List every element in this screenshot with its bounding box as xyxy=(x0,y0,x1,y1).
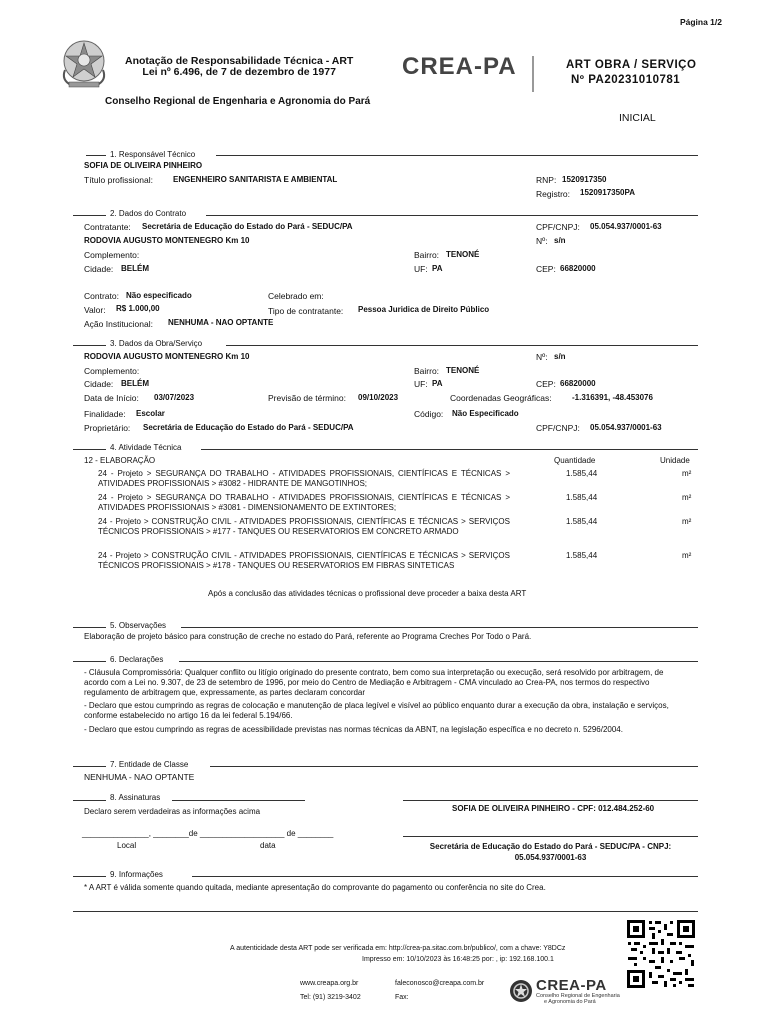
section-rule xyxy=(73,449,106,450)
page-number: Página 1/2 xyxy=(679,17,722,27)
obra-uf-label: UF: xyxy=(414,379,428,389)
date-place-line: _______________, ________de ___________________ de ________ xyxy=(82,829,334,838)
qr-code-icon xyxy=(626,919,696,989)
contrato-value: Não especificado xyxy=(126,291,192,300)
activity-group: 12 - ELABORAÇÃO xyxy=(84,456,156,465)
section-rule xyxy=(181,627,698,628)
inicio-label: Data de Início: xyxy=(84,393,139,403)
contrato-cidade-label: Cidade: xyxy=(84,264,114,274)
contratante-value: Secretária de Educação do Estado do Pará - SEDUC/PA xyxy=(142,222,353,231)
contrato-num-label: Nº: xyxy=(536,236,548,246)
coat-of-arms-icon xyxy=(57,36,111,90)
activity-row-qty: 1.585,44 xyxy=(566,493,598,502)
section-6-heading: 6. Declarações xyxy=(110,655,164,664)
contrato-complemento-label: Complemento: xyxy=(84,250,140,260)
codigo-value: Não Especificado xyxy=(452,409,519,418)
section-rule xyxy=(73,800,106,801)
valor-value: R$ 1.000,00 xyxy=(116,304,160,313)
codigo-label: Código: xyxy=(414,409,444,419)
data-caption: data xyxy=(260,841,276,850)
obra-cep-label: CEP: xyxy=(536,379,556,389)
art-type: ART OBRA / SERVIÇO xyxy=(566,59,697,71)
section-9-heading: 9. Informações xyxy=(110,870,163,879)
section-rule xyxy=(73,661,106,662)
contrato-uf-value: PA xyxy=(432,264,443,273)
verify-text: A autenticidade desta ART pode ser verificada em: http://crea-pa.sitac.com.br/publico/, com a chave: Y8DCz xyxy=(230,945,566,952)
acao-label: Ação Institucional: xyxy=(84,319,153,329)
footer-brand-sub1: Conselho Regional de Engenharia xyxy=(536,993,620,999)
quantity-header: Quantidade xyxy=(554,456,596,465)
contrato-bairro-label: Bairro: xyxy=(414,250,440,260)
termino-label: Previsão de término: xyxy=(268,393,346,403)
section-rule xyxy=(73,345,106,346)
art-number: Nº PA20231010781 xyxy=(571,74,681,86)
section-8-heading: 8. Assinaturas xyxy=(110,793,161,802)
coord-value: -1.316391, -48.453076 xyxy=(572,393,653,402)
activity-row-desc: 24 - Projeto > CONSTRUÇÃO CIVIL - ATIVIDADES PROFISSIONAIS, CIENTÍFICAS E TÉCNICAS > SERVIÇOS TÉCNICOS PROFISSIONAIS > #178 - TANQUES OU RESERVATORIOS EM FIBRAS SINTETICAS xyxy=(98,551,510,570)
contrato-bairro-value: TENONÉ xyxy=(446,250,480,259)
section-2-heading: 2. Dados do Contrato xyxy=(110,209,187,218)
finalidade-value: Escolar xyxy=(136,409,165,418)
tipo-contratante-label: Tipo de contratante: xyxy=(268,306,344,316)
responsible-name: SOFIA DE OLIVEIRA PINHEIRO xyxy=(84,161,203,170)
section-rule xyxy=(226,345,698,346)
section-rule xyxy=(172,800,305,801)
section-3-heading: 3. Dados da Obra/Serviço xyxy=(110,339,203,348)
registro-value: 1520917350PA xyxy=(580,188,636,197)
section-rule xyxy=(73,876,106,877)
activity-row-desc: 24 - Projeto > SEGURANÇA DO TRABALHO - ATIVIDADES PROFISSIONAIS, CIENTÍFICAS E TÉCNICAS > ATIVIDADES PROFISSIONAIS > #3081 - DIMENSIONAMENTO DE EXTINTORES; xyxy=(98,493,510,512)
activity-row-unit: m² xyxy=(682,517,692,526)
activity-row-qty: 1.585,44 xyxy=(566,469,598,478)
obra-num-value: s/n xyxy=(554,352,566,361)
activity-row-qty: 1.585,44 xyxy=(566,551,598,560)
declaro-text: Declaro serem verdadeiras as informações acima xyxy=(84,807,261,816)
tipo-contratante-value: Pessoa Juridica de Direito Público xyxy=(358,305,490,314)
termino-value: 09/10/2023 xyxy=(358,393,399,402)
printed-text: Impresso em: 10/10/2023 às 16:48:25 por: , ip: 192.168.100.1 xyxy=(362,956,554,963)
signature-contractor xyxy=(403,841,698,863)
valor-label: Valor: xyxy=(84,305,106,315)
section-5-heading: 5. Observações xyxy=(110,621,167,630)
activity-row-unit: m² xyxy=(682,469,692,478)
obra-address: RODOVIA AUGUSTO MONTENEGRO Km 10 xyxy=(84,352,250,361)
activity-row-unit: m² xyxy=(682,551,692,560)
profession-value: ENGENHEIRO SANITARISTA E AMBIENTAL xyxy=(173,175,338,184)
contrato-label: Contrato: xyxy=(84,291,119,301)
proprietario-value: Secretária de Educação do Estado do Pará - SEDUC/PA xyxy=(143,423,354,432)
section-rule xyxy=(73,766,106,767)
brand-logo-text: CREA-PA xyxy=(402,53,517,80)
declaracao-acessibilidade: - Declaro que estou cumprindo as regras de acessibilidade previstas nas normas técnicas da ABNT, na legislação específica e no decreto n. 5296/2004. xyxy=(84,725,623,734)
footer-brand-sub xyxy=(536,993,620,1005)
inicio-value: 03/07/2023 xyxy=(154,393,195,402)
art-status: INICIAL xyxy=(619,112,656,124)
crea-emblem-icon xyxy=(509,979,533,1003)
signature-contractor-line2: 05.054.937/0001-63 xyxy=(514,853,587,862)
obra-cidade-label: Cidade: xyxy=(84,379,114,389)
rnp-value: 1520917350 xyxy=(562,175,607,184)
contrato-cidade-value: BELÉM xyxy=(121,264,149,273)
signature-line xyxy=(403,800,698,801)
activity-row-unit: m² xyxy=(682,493,692,502)
contrato-cpf-label: CPF/CNPJ: xyxy=(536,222,580,232)
section-rule xyxy=(210,766,698,767)
council-name: Conselho Regional de Engenharia e Agronomia do Pará xyxy=(105,96,371,107)
section-7-heading: 7. Entidade de Classe xyxy=(110,760,189,769)
footer-brand-sub2: e Agronomia do Pará xyxy=(544,999,596,1005)
obra-bairro-label: Bairro: xyxy=(414,366,440,376)
coord-label: Coordenadas Geográficas: xyxy=(450,393,552,403)
obra-num-label: Nº: xyxy=(536,352,548,362)
registro-label: Registro: xyxy=(536,189,571,199)
contrato-cep-label: CEP: xyxy=(536,264,556,274)
footer-email: faleconosco@creapa.com.br xyxy=(395,980,485,987)
obra-bairro-value: TENONÉ xyxy=(446,366,480,375)
contrato-num-value: s/n xyxy=(554,236,566,245)
contrato-cpf-value: 05.054.937/0001-63 xyxy=(590,222,662,231)
section-rule xyxy=(179,661,698,662)
section-rule xyxy=(206,215,698,216)
obra-cpf-label: CPF/CNPJ: xyxy=(536,423,580,433)
contrato-uf-label: UF: xyxy=(414,264,428,274)
signature-line xyxy=(403,836,698,837)
observacoes-text: Elaboração de projeto básico para construção de creche no estado do Pará, referente ao Programa Creches Por Todo o Pará. xyxy=(84,632,532,641)
section-1-heading: 1. Responsável Técnico xyxy=(110,150,196,159)
header-title-line1: Anotação de Responsabilidade Técnica - ART xyxy=(125,55,354,67)
contrato-address: RODOVIA AUGUSTO MONTENEGRO Km 10 xyxy=(84,236,250,245)
footer-brand: CREA-PA xyxy=(536,977,607,994)
declaracao-clausula: - Cláusula Compromissória: Qualquer conflito ou litígio originado do presente contrato, bem como sua interpretação ou execução, será resolvido por arbitragem, de acordo com a Lei no. 9.307, de 23 de setembro de 1996, por meio do Centro de Mediação e Arbitragem - CMA vinculado ao Crea-PA, nos termos do respectivo regulamento de arbitragem que, expressamente, as partes declaram concordar xyxy=(84,668,664,697)
footer-site: www.creapa.org.br xyxy=(300,980,359,987)
obra-complemento-label: Complemento: xyxy=(84,366,140,376)
unit-header: Unidade xyxy=(660,456,690,465)
section-rule xyxy=(73,215,106,216)
section-rule xyxy=(86,155,106,156)
header-divider xyxy=(532,56,534,92)
profession-label: Título profissional: xyxy=(84,175,153,185)
celebrado-label: Celebrado em: xyxy=(268,291,324,301)
contrato-cep-value: 66820000 xyxy=(560,264,596,273)
section-rule xyxy=(73,627,106,628)
section-4-heading: 4. Atividade Técnica xyxy=(110,443,182,452)
signature-professional: SOFIA DE OLIVEIRA PINHEIRO - CPF: 012.484.252-60 xyxy=(452,804,655,813)
obra-cep-value: 66820000 xyxy=(560,379,596,388)
header-title-line2: Lei nº 6.496, de 7 de dezembro de 1977 xyxy=(142,66,336,78)
proprietario-label: Proprietário: xyxy=(84,423,131,433)
local-caption: Local xyxy=(117,841,137,850)
obra-cidade-value: BELÉM xyxy=(121,379,149,388)
section-rule xyxy=(192,876,698,877)
activity-row-qty: 1.585,44 xyxy=(566,517,598,526)
activity-note: Após a conclusão das atividades técnicas o profissional deve proceder a baixa desta ART xyxy=(208,589,527,598)
acao-value: NENHUMA - NAO OPTANTE xyxy=(168,318,274,327)
declaracao-placa: - Declaro que estou cumprindo as regras de colocação e manutenção de placa legível e visível ao público enquanto durar a execução da obra, instalação e serviços, conforme estabelecido no artigo 16 da lei federal 5.194/66. xyxy=(84,701,669,720)
section-rule xyxy=(201,449,698,450)
footer-tel: Tel: (91) 3219-3402 xyxy=(300,994,361,1001)
section-rule xyxy=(216,155,698,156)
footer-fax: Fax: xyxy=(395,994,409,1001)
contratante-label: Contratante: xyxy=(84,222,131,232)
rnp-label: RNP: xyxy=(536,175,557,185)
activity-row-desc: 24 - Projeto > SEGURANÇA DO TRABALHO - ATIVIDADES PROFISSIONAIS, CIENTÍFICAS E TÉCNICAS > ATIVIDADES PROFISSIONAIS > #3082 - HIDRANTE DE MANGOTINHOS; xyxy=(98,469,510,488)
signature-contractor-line1: Secretária de Educação do Estado do Pará - SEDUC/PA - CNPJ: xyxy=(429,842,672,851)
informacoes-text: * A ART é válida somente quando quitada, mediante apresentação do comprovante do pagamento ou conferência no site do Crea. xyxy=(84,883,546,892)
obra-uf-value: PA xyxy=(432,379,443,388)
activity-row-desc: 24 - Projeto > CONSTRUÇÃO CIVIL - ATIVIDADES PROFISSIONAIS, CIENTÍFICAS E TÉCNICAS > SERVIÇOS TÉCNICOS PROFISSIONAIS > #177 - TANQUES OU RESERVATORIOS EM CONCRETO ARMADO xyxy=(98,517,510,536)
header-title xyxy=(125,56,353,78)
art-identifier xyxy=(566,58,696,88)
finalidade-label: Finalidade: xyxy=(84,409,126,419)
entidade-classe-value: NENHUMA - NAO OPTANTE xyxy=(84,772,195,782)
obra-cpf-value: 05.054.937/0001-63 xyxy=(590,423,662,432)
section-rule xyxy=(73,911,698,912)
